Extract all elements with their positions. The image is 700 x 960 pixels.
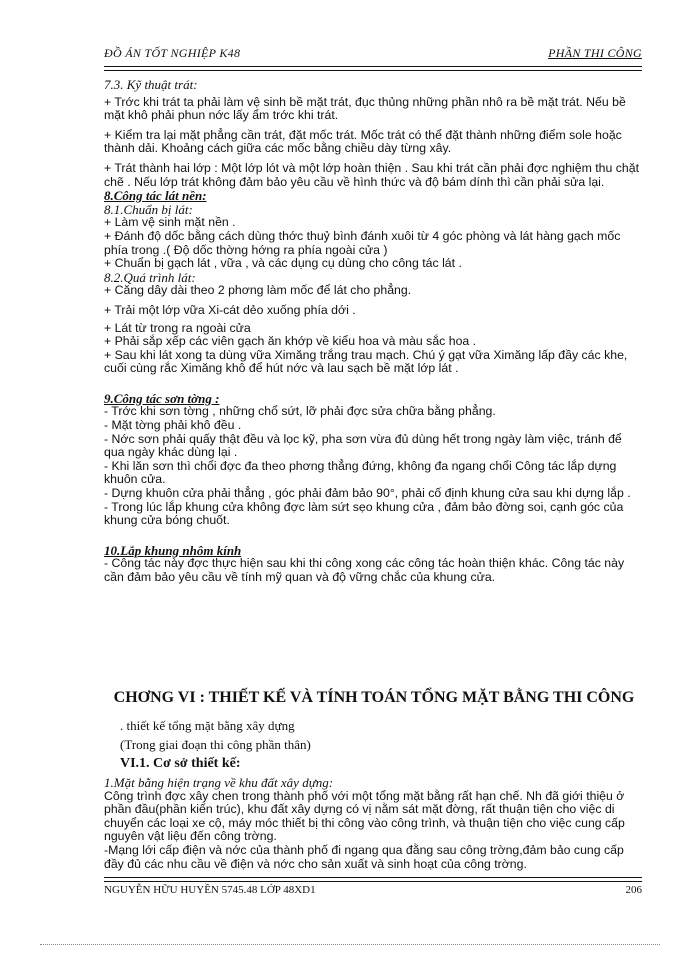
chapter-subtitle-note: (Trong giai đoạn thi công phần thân) [120,737,311,752]
sec8-step: + Căng dây dài theo 2 phơng làm mốc để lát cho phẳng. [104,283,412,298]
vi1-subheading: 1.Mặt bằng hiện trạng về khu đất xây dựng: [104,775,334,790]
section-9-heading: 9.Công tác sơn tờng : [104,390,220,406]
section-8-1-heading: 8.1.Chuẩn bị lát: [104,201,193,217]
footer-rule [104,877,642,878]
sec9-item: - Dựng khuôn cửa phải thẳng , góc phải đảm bảo 90°, phải cố định khung cửa sau khi dựng lắp . [104,486,631,501]
page-number: 206 [625,884,642,896]
sec8-step: + Trải một lớp vữa Xi-cát dẻo xuống phía dới . [104,302,356,317]
section-7-3-heading: 7.3. Kỹ thuật trát: [104,77,198,92]
header-left: ĐỒ ÁN TỐT NGHIỆP K48 [104,46,241,60]
chapter-subtitle: . thiết kế tổng mặt bằng xây dựng [120,718,295,733]
sec8-step: + Sau khi lát xong ta dùng vữa Ximăng trắng trau mạch. Chú ý gạt vữa Ximăng lấp đầy các khe, cuối cùng rắc Ximăng khô để hút nớc và lau sạch bề mặt lớp lát . [104,347,628,376]
section-10-heading: 10.Lắp khung nhôm kính [104,542,242,558]
section-vi-1-body [104,776,644,871]
footer-author: NGUYỄN HỮU HUYỀN 5745.48 LỚP 48XD1 [104,884,316,896]
header-rule [104,66,642,67]
sec10-paragraph: - Công tác này đợc thực hiện sau khi thi công xong các công tác hoàn thiện khác. Công tác này cần đảm bảo yêu cầu về tính mỹ quan và độ vững chắc của khung cửa. [104,556,625,584]
section-vi-1-heading: VI.1. Cơ sở thiết kế: [120,756,241,771]
vi1-paragraph-2: -Mạng lới cấp điện và nớc của thành phố đi ngang qua đằng sau công trờng,đảm bảo cung cấp đầy đủ các nhu cầu về điện và nớc cho sản xuất và sinh hoạt của công trờng. [104,842,624,871]
section-8-heading: 8.Công tác lát nền: [104,188,207,204]
vi1-paragraph-1: Công trình đợc xây chen trong thành phố với một tổng mặt bằng rất hạn chế. Nh đã giới thiệu ở phần đầu(phần kiến trúc), khu đất xây dựng có vị nằm sát mặt đờng, rất thuận tiện cho việc di chuyển các loại xe cộ, máy móc thiết bị thi công vào công trình, và thuận tiện cho việc cung cấp nguyên vật liệu đến công trờng. [104,788,625,844]
sec9-item: - Mặt tờng phải khô đều . [104,418,242,433]
sec8-item: + Chuẩn bị gạch lát , vữa , và các dụng cụ dùng cho công tác lát . [104,256,462,271]
main-body [104,78,644,585]
sec73-paragraph-2: + Kiểm tra lại mặt phẳng cần trát, đặt mốc trát. Mốc trát có thể đặt thành những điểm sole hoặc thành dải. Khoảng cách giữa các mốc bằng chiều dày từng xây. [104,127,622,156]
header-rule-thin [104,70,642,71]
page-header [104,40,642,62]
page-bottom-dotted-line [40,944,660,945]
header-right: PHẦN THI CÔNG [548,46,642,60]
sec9-item: - Khi lăn sơn thì chổi đợc đa theo phơng thẳng đứng, không đa ngang chổi Công tác lắp dựng khuôn cửa. [104,458,617,487]
sec73-paragraph-1: + Trớc khi trát ta phải làm vệ sinh bề mặt trát, đục thủng những phần nhô ra bề mặt trát. Nếu bề mặt khô phải phun nớc lấy ẩm trớc khi trát. [104,94,626,123]
sec8-step: + Lát từ trong ra ngoài cửa [104,320,251,335]
chapter-title: CHƠNG VI : THIẾT KẾ VÀ TÍNH TOÁN TỔNG MẶT BẰNG THI CÔNG [113,689,635,706]
sec73-paragraph-3: + Trát thành hai lớp : Một lớp lót và một lớp hoàn thiện . Sau khi trát cần phải đợc nghiệm thu chặt chẽ . Nếu lớp trát không đảm bảo yêu cầu về hình thức và độ bám dính thì cần phải sửa lại. [104,160,640,189]
section-8-2-heading: 8.2.Quá trình lát: [104,269,196,285]
sec9-item: - Trớc khi sơn tờng , những chổ sứt, lỡ phải đợc sửa chữa bằng phẳng. [104,404,496,419]
sec8-item: + Làm vệ sinh mặt nền . [104,215,236,230]
sec8-item: + Đánh độ dốc bằng cách dùng thớc thuỷ bình đánh xuôi từ 4 góc phòng và lát hàng gạch mốc phía trong .( Độ dốc thờng hớng ra phía ngoài cửa ) [104,228,621,257]
page-footer [104,882,642,900]
sec9-item: - Nớc sơn phải quấy thật đều và lọc kỹ, pha sơn vừa đủ dùng hết trong ngày làm việc, tránh để qua ngày khác dùng lại . [104,431,622,460]
sec8-step: + Phải sắp xếp các viên gạch ăn khớp về kiểu hoa và màu sắc hoa . [104,334,477,349]
sec9-item: - Trong lúc lắp khung cửa không đợc làm sứt sẹo khung cửa , đảm bảo đờng soi, cạnh góc của khung cửa bóng chuốt. [104,499,624,528]
